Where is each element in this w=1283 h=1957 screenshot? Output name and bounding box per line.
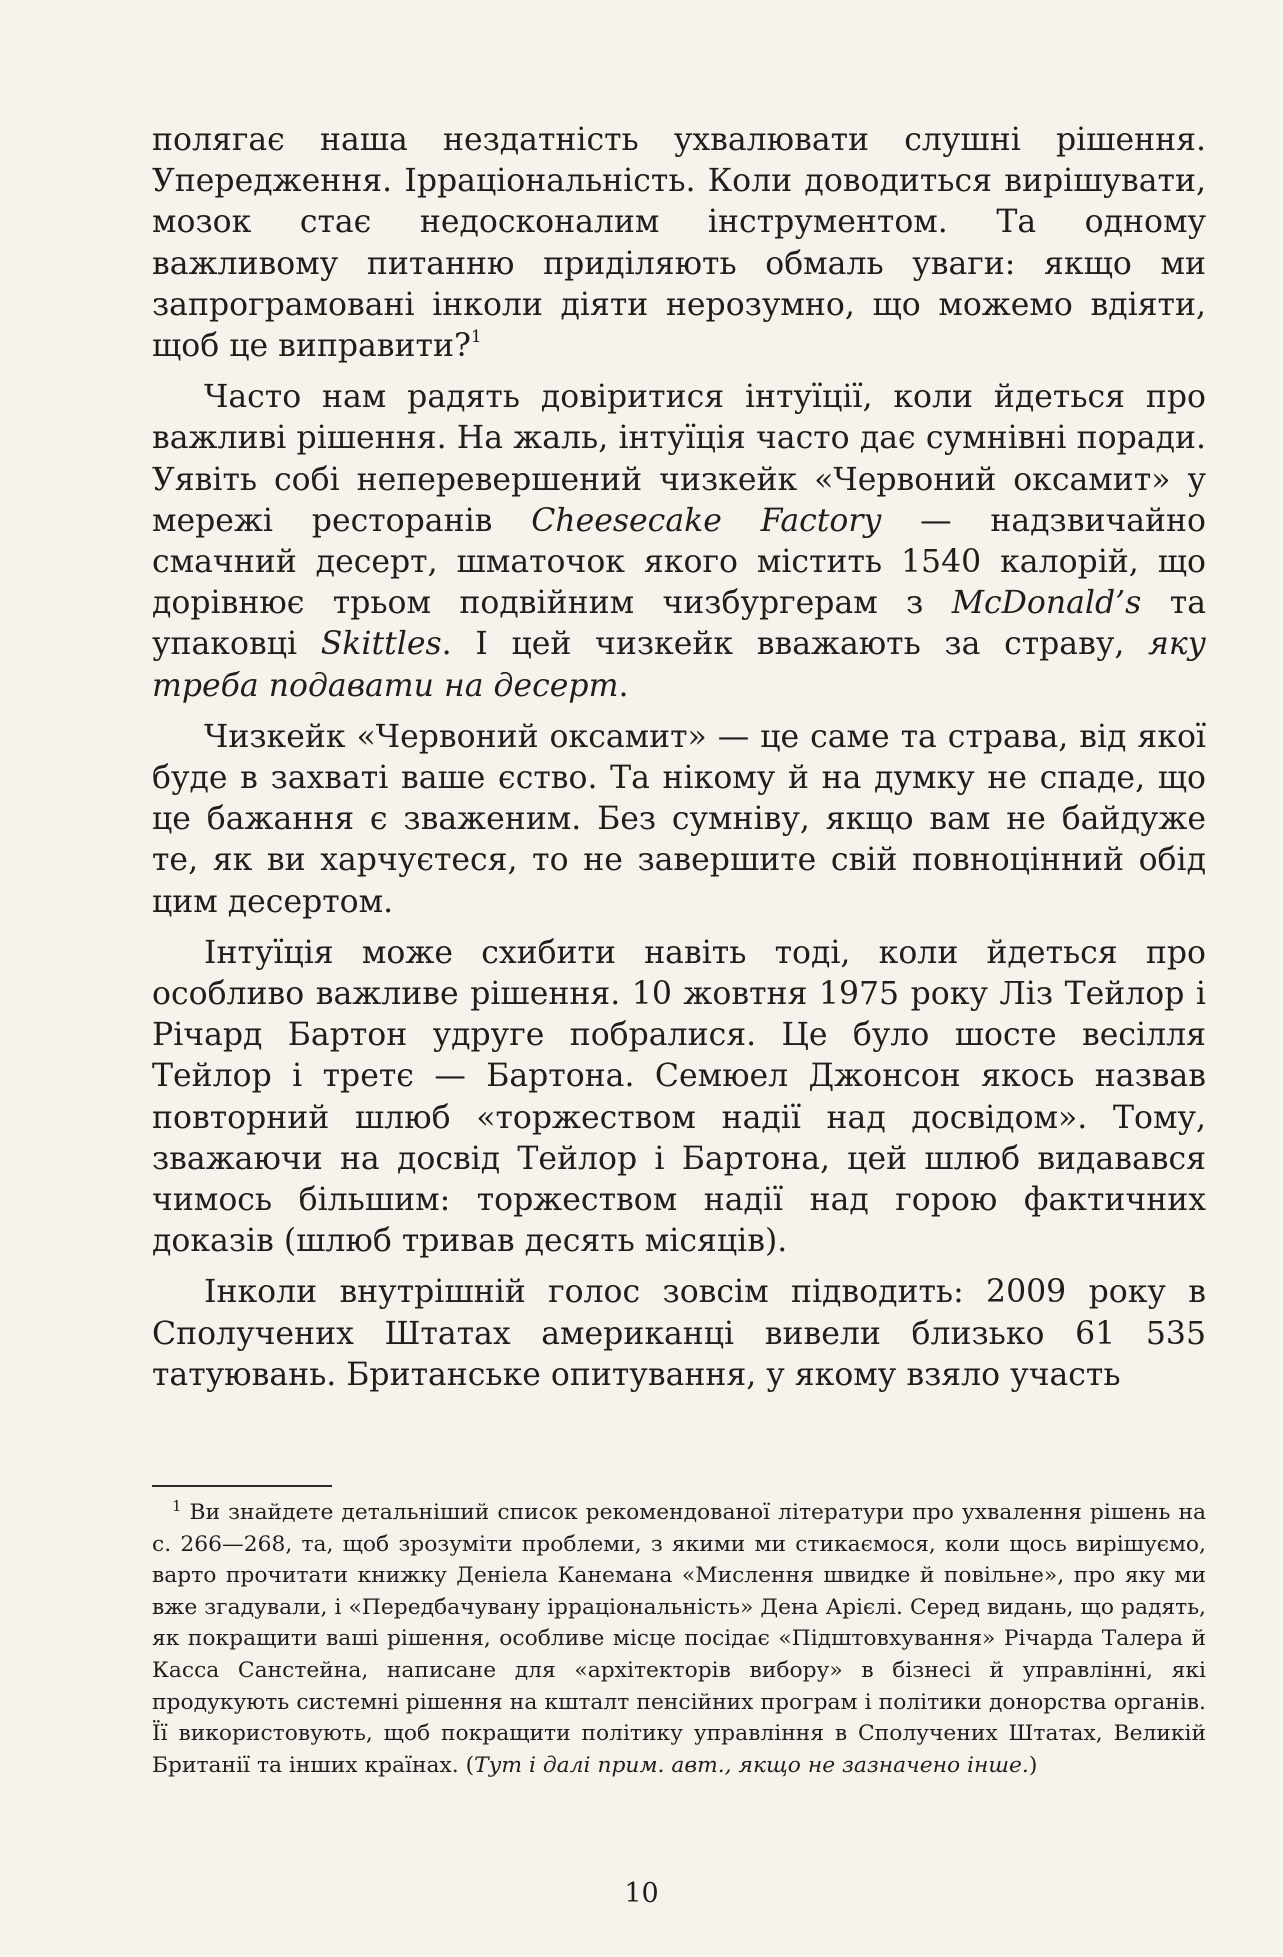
paragraph-2 bbox=[152, 377, 1206, 707]
paragraph-1 bbox=[152, 120, 1206, 367]
paragraph-2-text-b: — надзвичайно смачний десерт, шматочок якого містить 1540 калорій, що дорівнює трьом подвійним чизбургерам з bbox=[152, 502, 1207, 622]
footnote-close: ) bbox=[1028, 1752, 1038, 1778]
paragraph-2-italic-c: Skittles bbox=[320, 626, 442, 663]
paragraph-2-italic-b: McDonald’s bbox=[951, 585, 1142, 622]
paragraph-2-text-c: та упаковці bbox=[152, 585, 1206, 663]
paragraph-3: Чизкейк «Червоний оксамит» — це саме та страва, від якої буде в захваті ваше єство. Та нікому й на думку не спаде, що це бажання є зваженим. Без сумніву, якщо вам не байдуже те, як ви харчуєтеся, то не завершите свій повноцінний обід цим десертом. bbox=[152, 718, 1206, 920]
paragraph-1-text: полягає наша нездатність ухвалювати слушні рішення. Упередження. Ірраціональність. Коли доводиться вирішувати, мозок стає недосконалим інструментом. Та одному важливому питанню приділяють обмаль уваги: якщо ми запрограмовані інколи діяти нерозумно, що можемо вдіяти, щоб це виправити? bbox=[152, 122, 1206, 365]
footnote-marker: 1 bbox=[172, 1497, 182, 1515]
main-text bbox=[152, 120, 1206, 1396]
paragraph-4: Інтуїція може схибити навіть тоді, коли йдеться про особливо важливе рішення. 10 жовтня 1975 року Ліз Тейлор і Річард Бартон удруге побралися. Це було шосте весілля Тейлор і третє — Бартона. Семюел Джонсон якось назвав повторний шлюб «торжеством надії над досвідом». Тому, зважаючи на досвід Тейлор і Бартона, цей шлюб видавався чимось більшим: торжеством надії над горою фактичних доказів (шлюб тривав десять місяців). bbox=[152, 934, 1206, 1260]
footnote bbox=[152, 1497, 1206, 1781]
paragraph-2-text-a: Часто нам радять довіритися інтуїції, коли йдеться про важливі рішення. На жаль, інтуїція часто дає сумнівні поради. Уявіть собі неперевершений чизкейк «Червоний оксамит» у мережі ресторанів bbox=[152, 379, 1206, 539]
paragraph-5: Інколи внутрішній голос зовсім підводить: 2009 року в Сполучених Штатах американці вивели близько 61 535 татуювань. Британське опитування, у якому взяло участь bbox=[152, 1274, 1206, 1393]
paragraph-2-italic-a: Cheesecake Factory bbox=[531, 502, 882, 539]
paragraph-2-text-d: . І цей чизкейк вважають за страву, bbox=[441, 626, 1149, 663]
paragraph-2-text-e: . bbox=[618, 667, 629, 704]
footnote-reference: 1 bbox=[470, 327, 482, 348]
paragraph-2-italic-d: яку треба подавати на десерт bbox=[152, 626, 1206, 704]
footnote-divider bbox=[152, 1485, 332, 1487]
footnote-italic: Тут і далі прим. авт., якщо не зазначено інше. bbox=[474, 1752, 1029, 1778]
page-number: 10 bbox=[624, 1878, 659, 1909]
footnote-text: Ви знайдете детальніший список рекомендованої літератури про ухвалення рішень на с. 266—268, та, щоб зрозуміти проблеми, з якими ми стикаємося, коли щось вирішуємо, варто прочитати книжку Деніела Канемана «Мислення швидке й повільне», про яку ми вже згадували, і «Передбачувану ірраціональність» Дена Арієлі. Серед видань, що радять, як покращити ваші рішення, особливе місце посідає «Підштовхування» Річарда Талера й Касса Санстейна, написане для «архітекторів вибору» в бізнесі й управлінні, які продукують системні рішення на кшталт пенсійних програм і політики донорства органів. Її використовують, щоб покращити політику управління в Сполучених Штатах, Великій Британії та інших країнах. ( bbox=[152, 1500, 1206, 1778]
